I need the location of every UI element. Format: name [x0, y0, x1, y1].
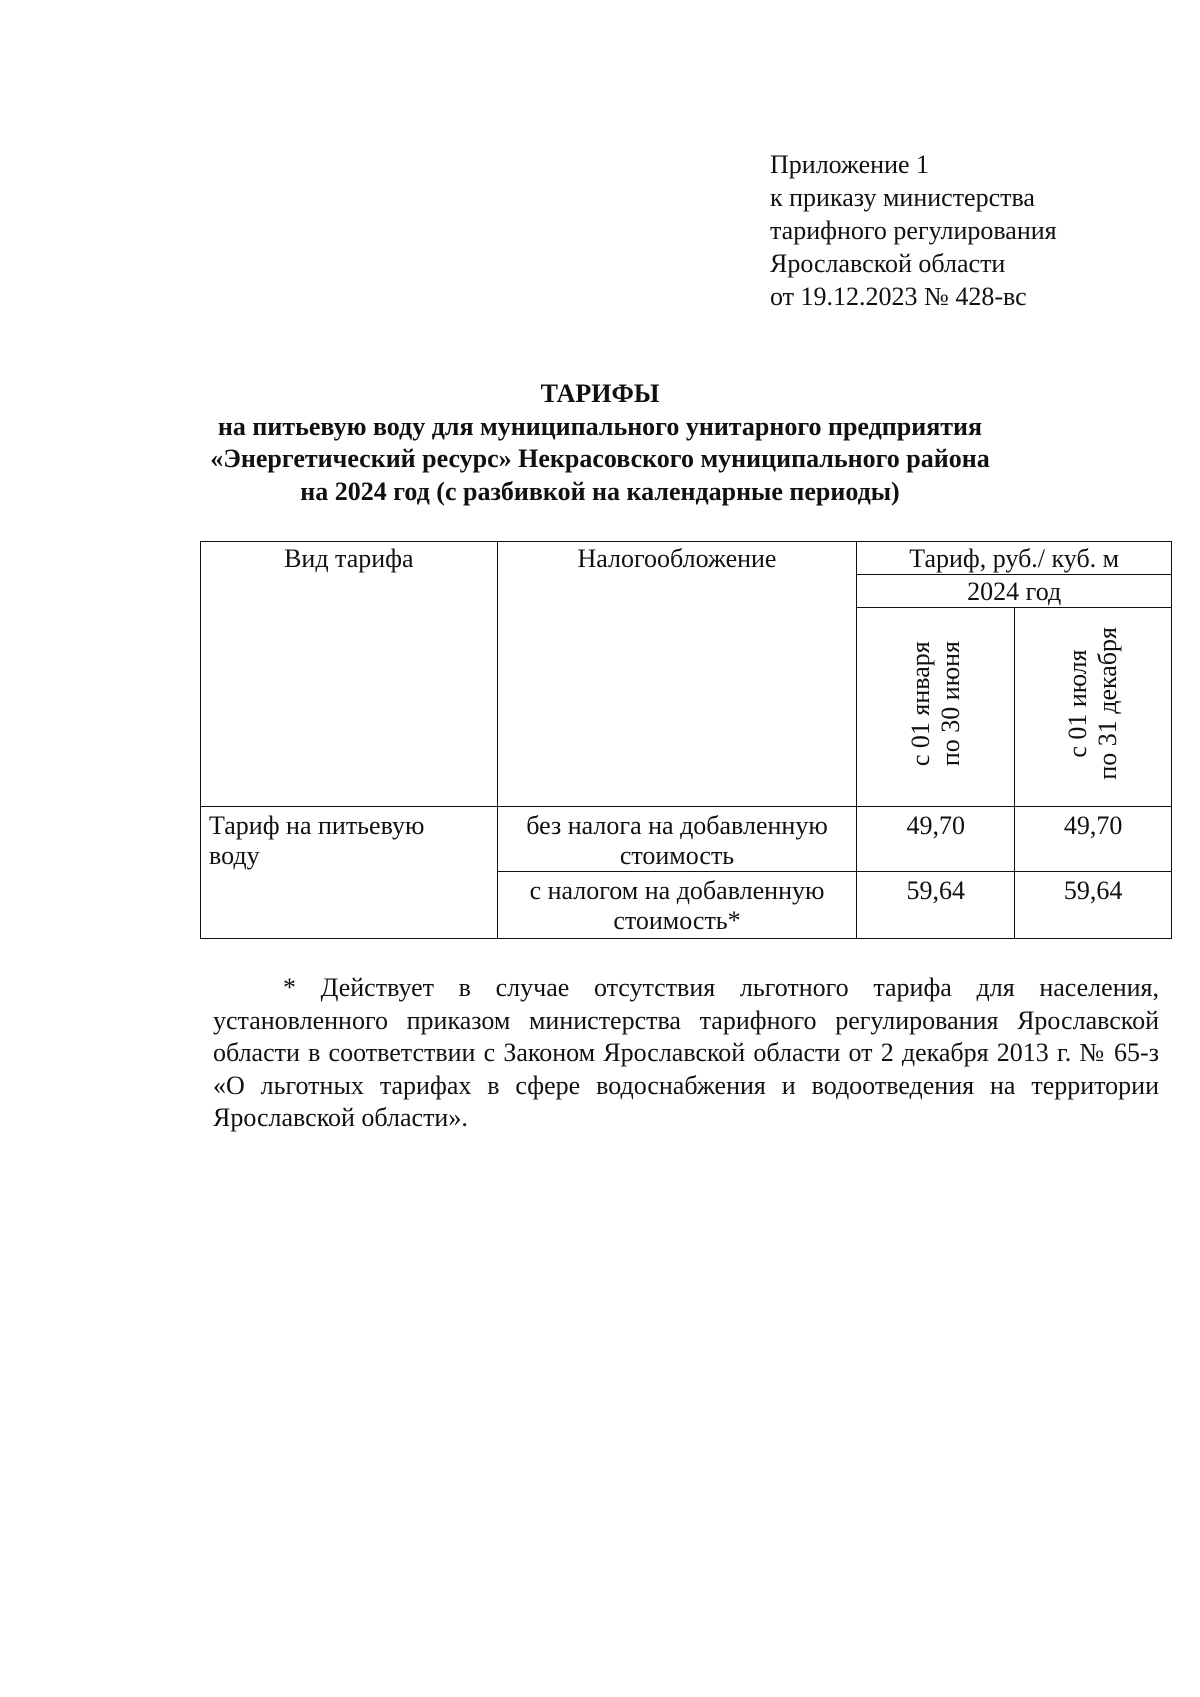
- header-taxation: Налогообложение: [497, 542, 857, 807]
- table-row: [201, 807, 1172, 872]
- table-header-row: [201, 542, 1172, 575]
- cell-taxation: без налога на добавленную стоимость: [497, 807, 857, 872]
- period-2-line: с 01 июля: [1063, 649, 1093, 758]
- title-line: на питьевую воду для муниципального унитарного предприятия: [217, 411, 983, 441]
- appendix-reference: [770, 148, 1057, 313]
- header-period-1: [857, 608, 1015, 807]
- appendix-line: Приложение 1: [770, 150, 930, 179]
- header-tariff-type: Вид тарифа: [201, 542, 498, 807]
- header-period-2: [1015, 608, 1172, 807]
- title-line: «Энергетический ресурс» Некрасовского муниципального района: [210, 444, 990, 473]
- cell-value-period-1: 59,64: [857, 872, 1015, 939]
- cell-value-period-2: 49,70: [1015, 807, 1172, 872]
- cell-value-period-2: 59,64: [1015, 872, 1172, 939]
- cell-tariff-type: Тариф на питьевую воду: [201, 807, 498, 939]
- cell-taxation: с налогом на добавленную стоимость*: [497, 872, 857, 939]
- period-1-line: по 30 июня: [935, 640, 965, 767]
- header-tariff-unit: Тариф, руб./ куб. м: [857, 542, 1172, 575]
- title-line: на 2024 год (с разбивкой на календарные периоды): [300, 476, 900, 506]
- header-year: 2024 год: [857, 575, 1172, 608]
- appendix-line: к приказу министерства: [770, 183, 1035, 212]
- appendix-line: тарифного регулирования: [770, 216, 1057, 245]
- footnote: * Действует в случае отсутствия льготного тарифа для населения, установленного приказом министерства тарифного регулирования Ярославской области в соответствии с Законом Ярославской области от 2 декабря 2013 г. № 65-з «О льготных тарифах в сфере водоснабжения и водоотведения на территории Ярославской области».: [213, 973, 1159, 1132]
- period-2-line: по 31 декабря: [1093, 627, 1123, 780]
- document-title: [200, 378, 1000, 508]
- cell-value-period-1: 49,70: [857, 807, 1015, 872]
- appendix-line: Ярославской области: [770, 249, 1006, 278]
- appendix-line: от 19.12.2023 № 428-вс: [770, 282, 1027, 311]
- tariffs-table: [200, 541, 1172, 939]
- period-1-line: с 01 января: [905, 641, 935, 766]
- title-main: ТАРИФЫ: [540, 379, 660, 408]
